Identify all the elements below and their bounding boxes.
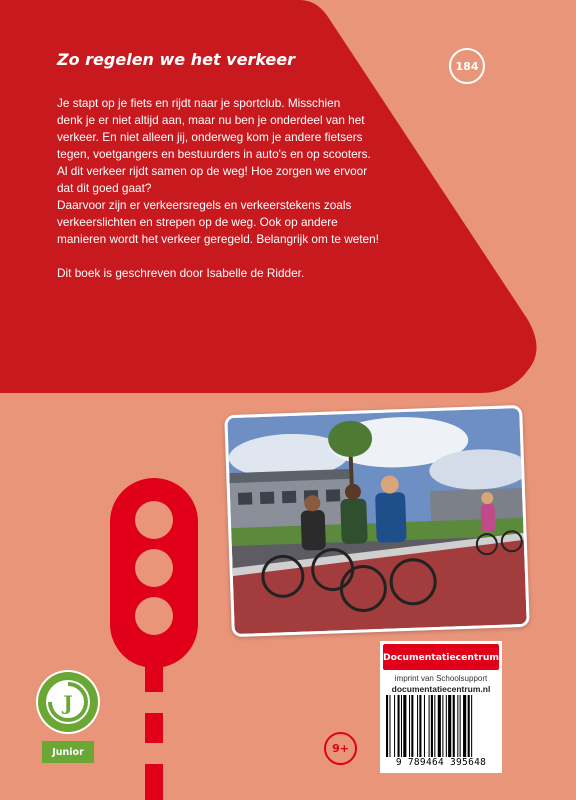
publisher-block <box>380 641 502 773</box>
age-badge: 9+ <box>324 732 357 765</box>
blurb-paragraph-2: Daarvoor zijn er verkeersregels en verkeerstekens zoals verkeerslichten en strepen op de weg. Ook op andere manieren wordt het verkeer geregeld. Belangrijk om te weten! <box>57 198 379 246</box>
junior-label: Junior <box>42 741 94 763</box>
book-title: Zo regelen we het verkeer <box>57 50 296 69</box>
isbn-number: 9 789464 395648 <box>395 757 487 768</box>
blurb-paragraph-1: Je stapt op je fiets en rijdt naar je sportclub. Misschien denk je er niet altijd aan, maar nu ben je onderdeel van het verkeer. En niet alleen jij, onderweg kom je andere fietsers tegen, voetgangers en bestuurders in auto's en op scooters. Al dit verkeer rijdt samen op de weg! Hoe zorgen we ervoor dat dit goed gaat? <box>57 96 371 195</box>
publisher-imprint: imprint van Schoolsupport <box>394 674 488 683</box>
blurb <box>57 95 417 282</box>
junior-logo-letter: J <box>63 691 73 715</box>
barcode <box>386 695 496 757</box>
publisher-name: Documentatiecentrum <box>383 644 499 670</box>
junior-logo-icon <box>36 670 100 734</box>
junior-logo-circle <box>36 670 100 734</box>
publisher-website: documentatiecentrum.nl <box>391 684 491 694</box>
junior-logo <box>34 670 102 768</box>
blurb-paragraph-3: Dit boek is geschreven door Isabelle de Ridder. <box>57 266 305 280</box>
cyclists-photo <box>224 405 530 637</box>
series-number-badge: 184 <box>449 48 485 84</box>
